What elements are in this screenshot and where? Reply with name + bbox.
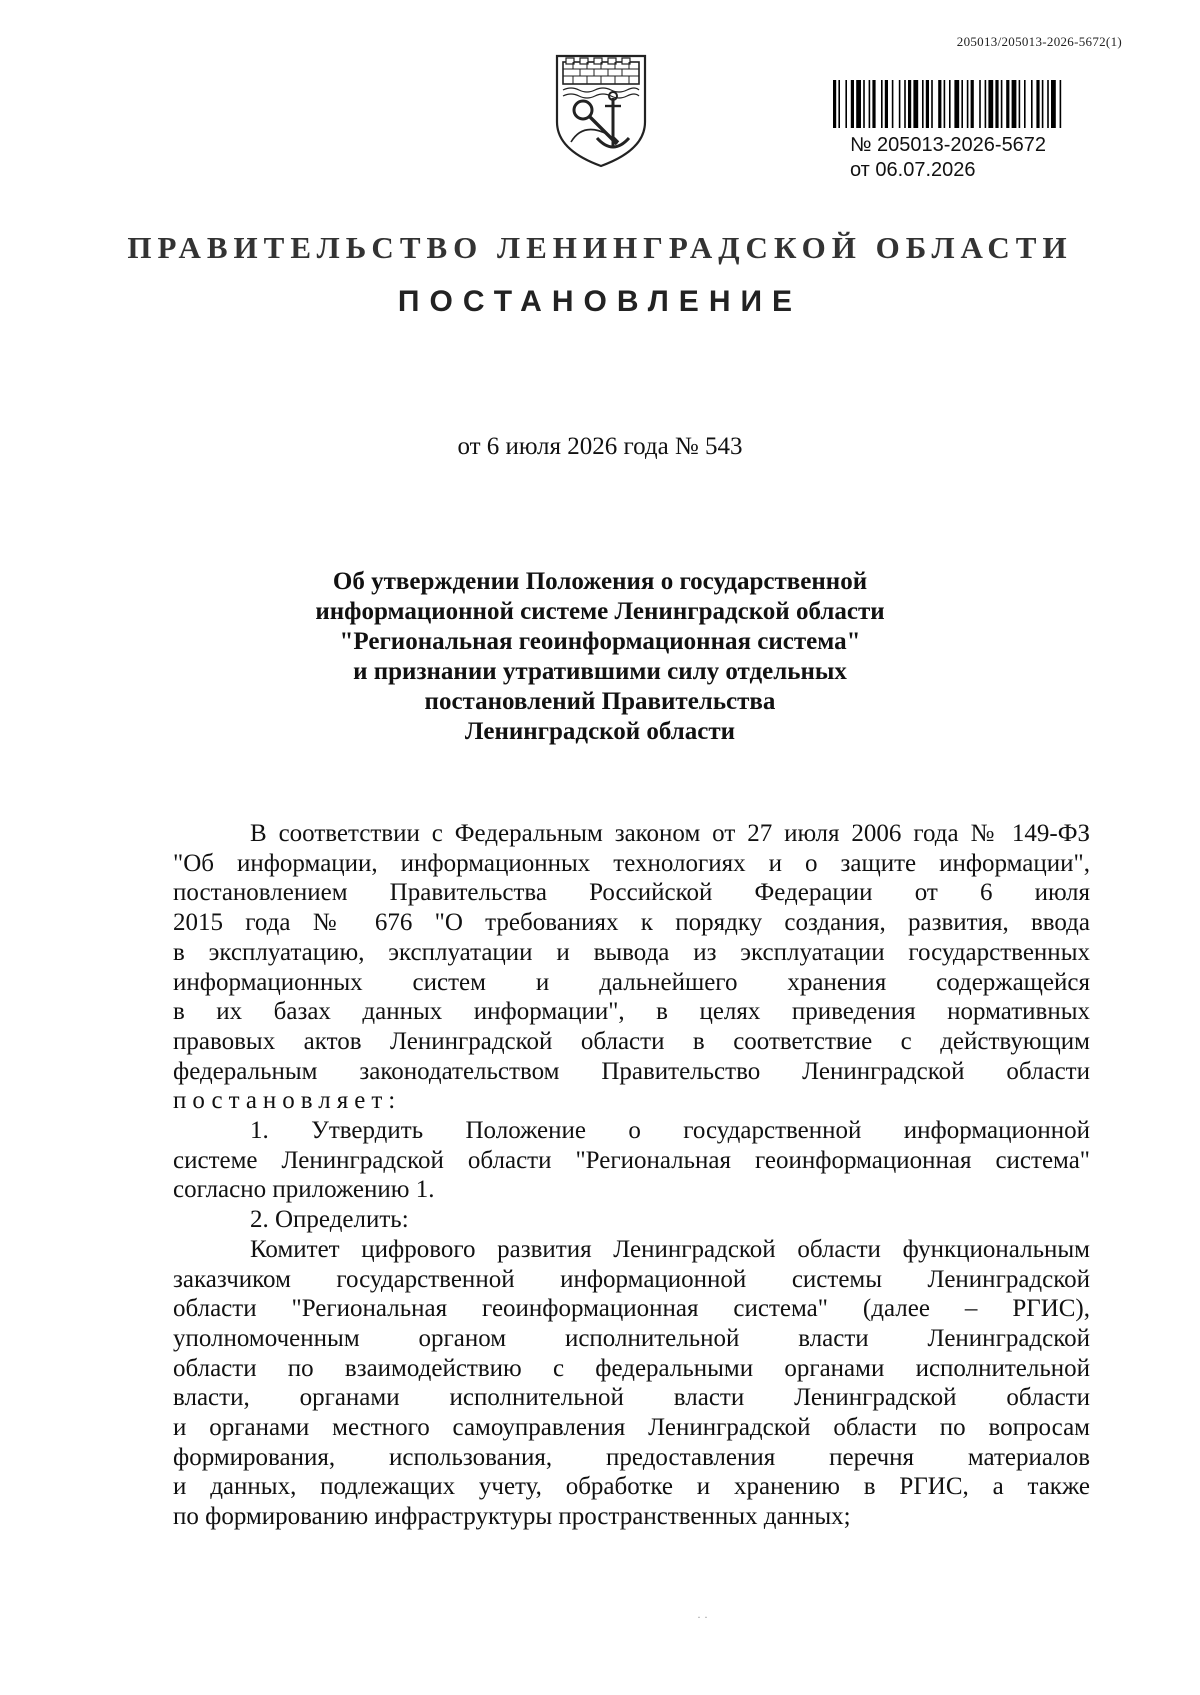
document-reference: 205013/205013-2026-5672(1) <box>956 34 1122 49</box>
resolution-body <box>173 819 1090 1532</box>
registration-stamp <box>850 133 1046 183</box>
subject-line: и признании утратившими силу отдельных <box>353 658 847 685</box>
subject-line: Об утверждении Положения о государственной <box>332 568 868 595</box>
barcode-icon <box>833 80 1091 128</box>
body-line: системе Ленинградской области "Региональная геоинформационная система" <box>173 1146 1090 1174</box>
body-line: в эксплуатацию, эксплуатации и вывода из эксплуатации государственных <box>173 938 1090 966</box>
body-line-item-2: 2. Определить: <box>250 1206 409 1234</box>
registration-number: № 205013-2026-5672 <box>850 134 1047 156</box>
body-line: и данных, подлежащих учету, обработке и хранению в РГИС, а также <box>173 1473 1090 1501</box>
body-line: области по взаимодействию с федеральными органами исполнительной <box>173 1354 1090 1382</box>
coat-of-arms-icon <box>553 52 649 170</box>
subject-line: Ленинградской области <box>464 718 736 745</box>
body-line: "Об информации, информационных технологиях и о защите информации", <box>173 849 1090 877</box>
organization-title: ПРАВИТЕЛЬСТВО ЛЕНИНГРАДСКОЙ ОБЛАСТИ <box>127 230 1073 265</box>
body-line: области "Региональная геоинформационная система" (далее – РГИС), <box>173 1295 1090 1323</box>
subject-line: информационной системе Ленинградской области <box>315 598 885 625</box>
body-line: заказчиком государственной информационной системы Ленинградской <box>173 1265 1090 1293</box>
subject-line: постановлений Правительства <box>424 688 776 715</box>
body-line: 2015 года № 676 "О требованиях к порядку создания, развития, ввода <box>173 909 1090 937</box>
body-line: в их базах данных информации", в целях приведения нормативных <box>173 998 1090 1026</box>
registration-date: от 06.07.2026 <box>850 159 976 181</box>
document-type: ПОСТАНОВЛЕНИЕ <box>397 285 803 318</box>
body-line-item-1: 1. Утвердить Положение о государственной информационной <box>250 1117 1090 1145</box>
body-line: уполномоченным органом исполнительной власти Ленинградской <box>173 1324 1090 1352</box>
body-line: формирования, использования, предоставления перечня материалов <box>173 1443 1090 1471</box>
body-line: и органами местного самоуправления Ленинградской области по вопросам <box>173 1414 1090 1442</box>
body-line: согласно приложению 1. <box>173 1176 435 1204</box>
body-line: постановлением Правительства Российской Федерации от 6 июля <box>173 879 1090 907</box>
body-line: В соответствии с Федеральным законом от 27 июля 2006 года № 149-ФЗ <box>250 820 1090 847</box>
body-line: Комитет цифрового развития Ленинградской области функциональным <box>250 1235 1090 1263</box>
resolution-date-number: от 6 июля 2026 года № 543 <box>457 433 743 460</box>
body-line: правовых актов Ленинградской области в соответствие с действующим <box>173 1027 1090 1055</box>
body-line-decree-word: постановляет: <box>173 1087 402 1115</box>
body-line: федеральным законодательством Правительство Ленинградской области <box>173 1057 1090 1085</box>
resolution-subject <box>300 567 900 747</box>
subject-line: "Региональная геоинформационная система" <box>339 628 861 655</box>
scan-artifact: · · <box>697 1610 708 1624</box>
body-line: власти, органами исполнительной власти Ленинградской области <box>173 1384 1090 1412</box>
body-line: по формированию инфраструктуры пространственных данных; <box>173 1503 851 1531</box>
body-line: информационных систем и дальнейшего хранения содержащейся <box>173 968 1090 996</box>
